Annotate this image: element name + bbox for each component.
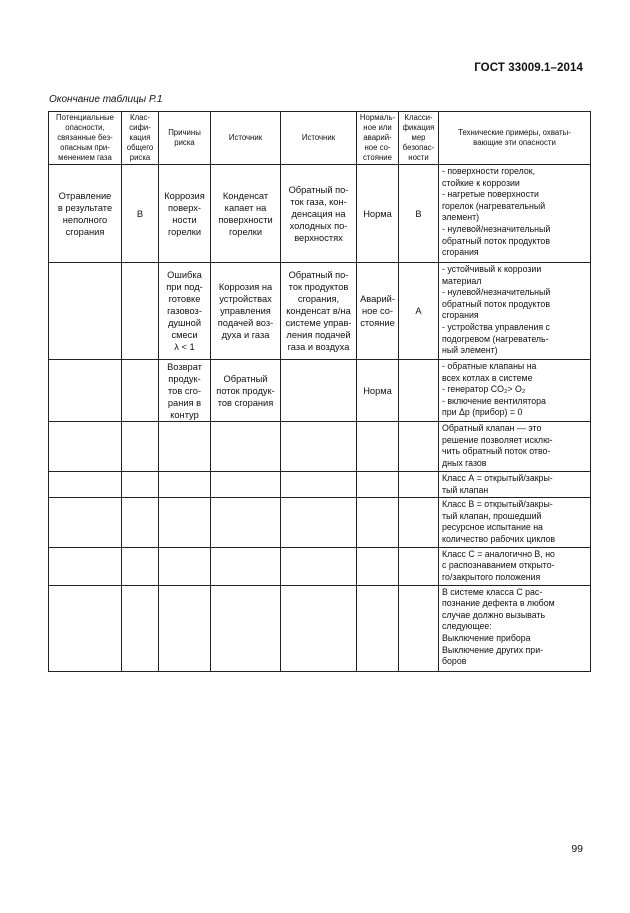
cell-source-1 <box>211 585 281 671</box>
cell-state <box>357 498 399 547</box>
cell-hazard <box>49 360 122 422</box>
header-safety-class: Класси- фикация мер безопас- ности <box>399 112 439 165</box>
cell-risk-class <box>122 422 159 472</box>
cell-safety-class <box>399 360 439 422</box>
table-row <box>49 498 591 547</box>
header-tech-examples: Технические примеры, охваты- вающие эти опасности <box>439 112 591 165</box>
hazard-table <box>48 111 591 672</box>
cell-tech-examples: Класс А = открытый/закры- тый клапан <box>439 472 591 498</box>
table-row <box>49 263 591 360</box>
cell-source-1 <box>211 472 281 498</box>
cell-cause <box>159 547 211 585</box>
table-row <box>49 585 591 671</box>
cell-risk-class <box>122 472 159 498</box>
cell-hazard <box>49 547 122 585</box>
cell-safety-class: B <box>399 165 439 263</box>
cell-safety-class <box>399 472 439 498</box>
header-hazard: Потенциальные опасности, связанные без- опасным при- менением газа <box>49 112 122 165</box>
cell-source-1: Обратный поток продук- тов сгорания <box>211 360 281 422</box>
cell-cause <box>159 472 211 498</box>
cell-tech-examples: - обратные клапаны на всех котлах в системе - генератор CO₂> O₂ - включение вентилятора при Δp (прибор) = 0 <box>439 360 591 422</box>
cell-state <box>357 547 399 585</box>
cell-state: Норма <box>357 360 399 422</box>
page-number: 99 <box>571 843 583 855</box>
cell-risk-class <box>122 263 159 360</box>
cell-cause <box>159 498 211 547</box>
cell-risk-class: B <box>122 165 159 263</box>
cell-cause <box>159 422 211 472</box>
table-row <box>49 422 591 472</box>
table-row <box>49 165 591 263</box>
cell-source-2 <box>281 472 357 498</box>
cell-cause: Возврат продук- тов сго- рания в контур <box>159 360 211 422</box>
cell-source-2: Обратный по- ток продуктов сгорания, конденсат в/на системе управ- ления подачей газа и воздуха <box>281 263 357 360</box>
cell-source-1 <box>211 547 281 585</box>
cell-source-2 <box>281 422 357 472</box>
cell-tech-examples: В системе класса С рас- познание дефекта в любом случае должно вызывать следующее: Выключение прибора Выключение других при- боров <box>439 585 591 671</box>
cell-source-1: Коррозия на устройствах управления подачей воз- духа и газа <box>211 263 281 360</box>
cell-hazard: Отравление в результате неполного сгорания <box>49 165 122 263</box>
cell-source-2 <box>281 547 357 585</box>
header-row <box>49 112 591 165</box>
header-state: Нормаль- ное или аварий- ное со- стояние <box>357 112 399 165</box>
cell-risk-class <box>122 585 159 671</box>
table-row <box>49 360 591 422</box>
cell-source-2 <box>281 585 357 671</box>
header-source-1: Источник <box>211 112 281 165</box>
cell-hazard <box>49 498 122 547</box>
cell-source-1 <box>211 498 281 547</box>
cell-safety-class <box>399 585 439 671</box>
cell-safety-class <box>399 498 439 547</box>
cell-cause <box>159 585 211 671</box>
cell-state: Норма <box>357 165 399 263</box>
header-cause: Причины риска <box>159 112 211 165</box>
cell-source-1: Конденсат капает на поверхности горелки <box>211 165 281 263</box>
cell-source-2 <box>281 360 357 422</box>
cell-risk-class <box>122 360 159 422</box>
cell-tech-examples: Класс С = аналогично В, но с распознаванием открыто- го/закрытого положения <box>439 547 591 585</box>
cell-tech-examples: - устойчивый к коррозии материал - нулевой/незначительный обратный поток продуктов сгорания - устройства управления с подогревом (нагреватель- ный элемент) <box>439 263 591 360</box>
cell-hazard <box>49 472 122 498</box>
header-risk-class: Клас- сифи- кация общего риска <box>122 112 159 165</box>
cell-state: Аварий- ное со- стояние <box>357 263 399 360</box>
table-row <box>49 547 591 585</box>
cell-tech-examples: Класс В = открытый/закры- тый клапан, прошедший ресурсное испытание на количество рабочих циклов <box>439 498 591 547</box>
cell-safety-class: A <box>399 263 439 360</box>
cell-safety-class <box>399 547 439 585</box>
cell-state <box>357 422 399 472</box>
cell-risk-class <box>122 498 159 547</box>
cell-source-2 <box>281 498 357 547</box>
cell-cause: Ошибка при под- готовке газовоз- душной смеси λ < 1 <box>159 263 211 360</box>
cell-state <box>357 585 399 671</box>
cell-hazard <box>49 422 122 472</box>
header-source-2: Источник <box>281 112 357 165</box>
standard-number: ГОСТ 33009.1–2014 <box>474 62 583 74</box>
cell-risk-class <box>122 547 159 585</box>
cell-hazard <box>49 263 122 360</box>
table-row <box>49 472 591 498</box>
cell-cause: Коррозия поверх- ности горелки <box>159 165 211 263</box>
cell-tech-examples: - поверхности горелок, стойкие к коррозии - нагретые поверхности горелок (нагревательный элемент) - нулевой/незначительный обратный поток продуктов сгорания <box>439 165 591 263</box>
cell-state <box>357 472 399 498</box>
cell-safety-class <box>399 422 439 472</box>
cell-tech-examples: Обратный клапан — это решение позволяет исклю- чить обратный поток отво- дных газов <box>439 422 591 472</box>
cell-hazard <box>49 585 122 671</box>
cell-source-2: Обратный по- ток газа, кон- денсация на холодных по- верхностях <box>281 165 357 263</box>
cell-source-1 <box>211 422 281 472</box>
table-caption: Окончание таблицы Р.1 <box>49 94 163 105</box>
